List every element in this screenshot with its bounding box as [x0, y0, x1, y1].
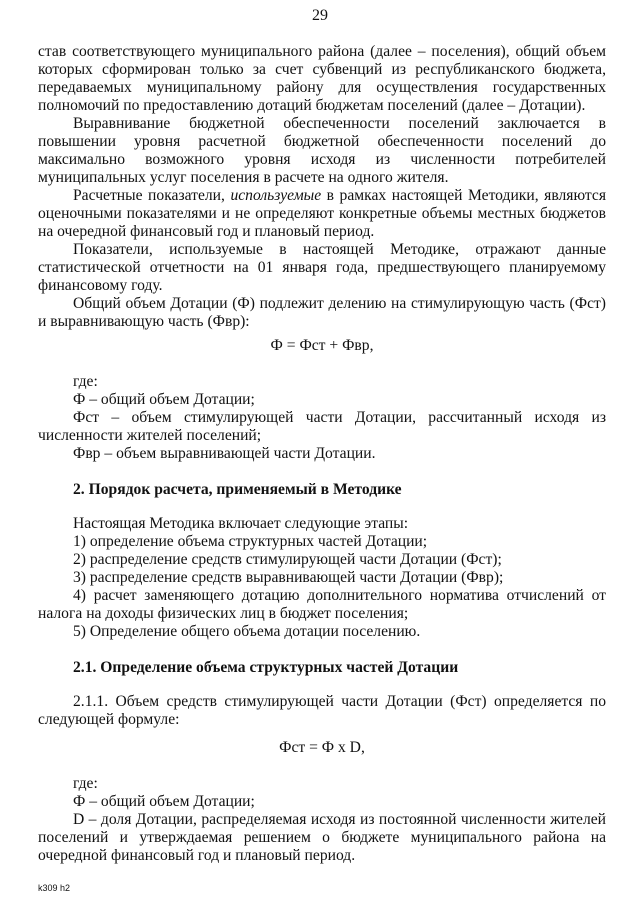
formula-stimulating: Фст = Ф х D, [279, 739, 365, 756]
section-2-heading: 2. Порядок расчета, применяемый в Методике [73, 481, 402, 498]
where-label: где: [73, 373, 98, 390]
formula-total: Ф = Фст + Фвр, [270, 337, 374, 354]
step-item: 5) Определение общего объема дотации поселению. [73, 623, 421, 640]
document-body [38, 43, 606, 865]
paragraph-continuation: став соответствующего муниципального района (далее – поселения), общий объем которых сформирован только за счет субвенций из республиканского бюджета, передаваемых муниципальному району для осуществления государственных полномочий по предоставлению дотаций бюджетам поселений (далее – Дотации). [38, 43, 606, 114]
section-2-1-heading: 2.1. Определение объема структурных частей Дотации [73, 659, 459, 676]
definition-f-2: Ф – общий объем Дотации; [73, 793, 255, 810]
where-label-2: где: [73, 775, 98, 792]
paragraph-equalization: Выравнивание бюджетной обеспеченности поселений заключается в повышении уровня расчетной бюджетной обеспеченности поселений до максимально возможного уровня исходя из численности потребителей муниципальных услуг поселения в расчете на одного жителя. [38, 115, 606, 186]
step-item: 2) распределение средств стимулирующей части Дотации (Фст); [73, 551, 502, 568]
definition-fst: Фст – объем стимулирующей части Дотации, рассчитанный исходя из численности жителей поселений; [38, 409, 606, 444]
step-item: 3) распределение средств выравнивающей части Дотации (Фвр); [73, 569, 504, 586]
step-item: 1) определение объема структурных частей Дотации; [73, 533, 428, 550]
definition-fvr: Фвр – объем выравнивающей части Дотации. [73, 445, 376, 462]
paragraph-statistics: Показатели, используемые в настоящей Методике, отражают данные статистической отчетности на 01 января года, предшествующего планируемому финансовому году. [38, 241, 606, 294]
paragraph-division: Общий объем Дотации (Ф) подлежит делению на стимулирующую часть (Фст) и выравнивающую часть (Фвр): [38, 295, 606, 330]
paragraph-estimates-start: Расчетные показатели, [73, 187, 231, 204]
paragraph-estimates [38, 187, 606, 241]
definition-f: Ф – общий объем Дотации; [73, 391, 255, 408]
paragraph-estimates-emphasis: используемые [230, 187, 322, 204]
footer-code: k309 h2 [38, 883, 71, 893]
definition-d: D – доля Дотации, распределяемая исходя из постоянной численности жителей поселений и утверждаемая решением о бюджете муниципального района на очередной финансовый год и плановый период. [38, 811, 606, 864]
page-number: 29 [312, 7, 328, 24]
step-item: 4) расчет заменяющего дотацию дополнительного норматива отчислений от налога на доходы физических лиц в бюджет поселения; [38, 587, 606, 622]
section-2-intro: Настоящая Методика включает следующие этапы: [73, 515, 409, 532]
section-2-1-paragraph: 2.1.1. Объем средств стимулирующей части Дотации (Фст) определяется по следующей формуле: [38, 693, 606, 728]
paragraph-estimates-end: в рамках настоящей Методики, являются оценочными показателями и не определяют конкретные объемы местных бюджетов на очередной финансовый год и плановый период. [38, 187, 606, 240]
